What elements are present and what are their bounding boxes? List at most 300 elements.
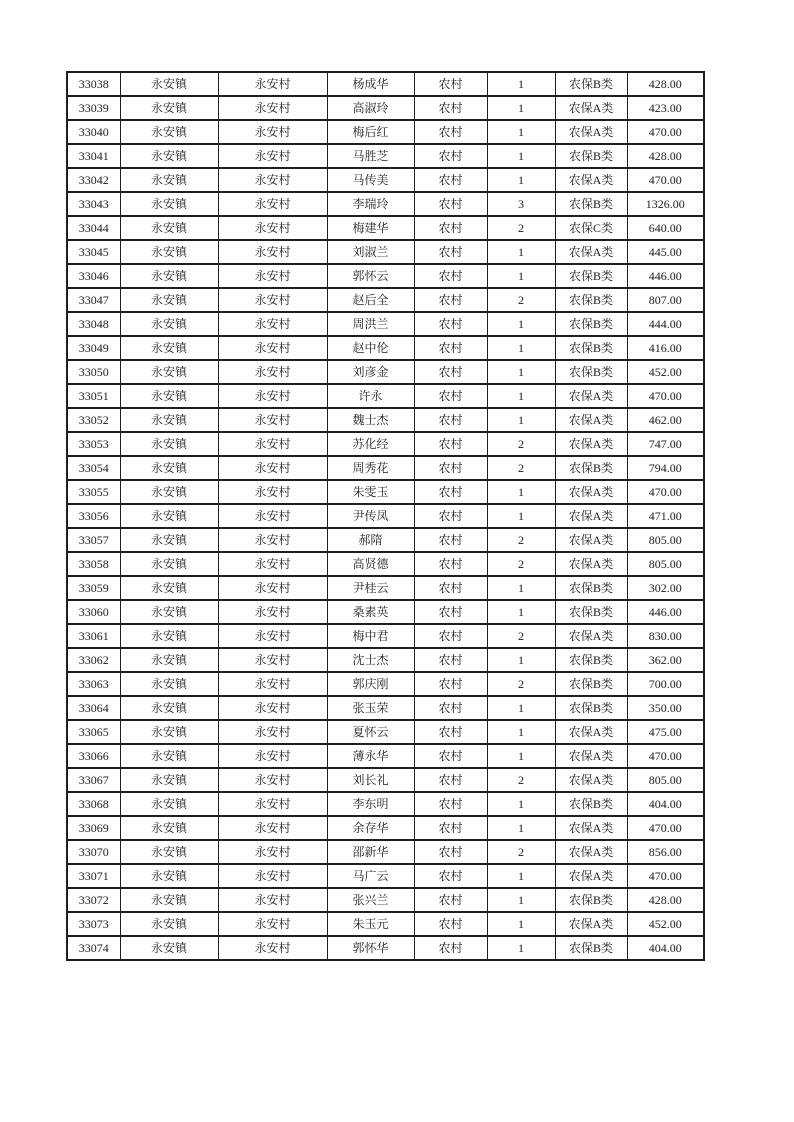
cell-category: 农村 [414,936,487,960]
table-row [67,600,704,624]
cell-person-count: 1 [487,360,555,384]
cell-town: 永安镇 [120,792,218,816]
table-row [67,168,704,192]
cell-person-name: 赵中伦 [327,336,414,360]
cell-village: 永安村 [218,744,327,768]
cell-village: 永安村 [218,240,327,264]
cell-town: 永安镇 [120,936,218,960]
cell-category: 农村 [414,672,487,696]
cell-amount: 428.00 [627,144,704,168]
cell-insurance-type: 农保B类 [555,792,627,816]
cell-town: 永安镇 [120,816,218,840]
cell-person-count: 1 [487,240,555,264]
cell-person-count: 2 [487,768,555,792]
cell-serial-number: 33069 [67,816,120,840]
cell-person-count: 1 [487,792,555,816]
cell-person-count: 1 [487,936,555,960]
cell-serial-number: 33047 [67,288,120,312]
cell-town: 永安镇 [120,504,218,528]
table-row [67,216,704,240]
cell-serial-number: 33054 [67,456,120,480]
cell-category: 农村 [414,528,487,552]
cell-town: 永安镇 [120,456,218,480]
cell-category: 农村 [414,864,487,888]
cell-serial-number: 33060 [67,600,120,624]
cell-town: 永安镇 [120,552,218,576]
cell-village: 永安村 [218,504,327,528]
cell-insurance-type: 农保A类 [555,816,627,840]
cell-serial-number: 33074 [67,936,120,960]
table-row [67,96,704,120]
cell-serial-number: 33066 [67,744,120,768]
cell-serial-number: 33065 [67,720,120,744]
cell-amount: 805.00 [627,528,704,552]
cell-village: 永安村 [218,864,327,888]
cell-category: 农村 [414,744,487,768]
cell-insurance-type: 农保B类 [555,72,627,96]
cell-person-count: 1 [487,96,555,120]
cell-insurance-type: 农保C类 [555,216,627,240]
cell-insurance-type: 农保B类 [555,456,627,480]
cell-category: 农村 [414,816,487,840]
cell-village: 永安村 [218,624,327,648]
cell-person-count: 1 [487,888,555,912]
cell-person-count: 1 [487,816,555,840]
cell-person-name: 余存华 [327,816,414,840]
cell-insurance-type: 农保B类 [555,192,627,216]
cell-amount: 805.00 [627,768,704,792]
cell-amount: 452.00 [627,912,704,936]
cell-insurance-type: 农保B类 [555,648,627,672]
cell-town: 永安镇 [120,408,218,432]
cell-person-name: 梅建华 [327,216,414,240]
cell-person-count: 1 [487,336,555,360]
table-row [67,528,704,552]
cell-person-name: 高贤德 [327,552,414,576]
cell-insurance-type: 农保A类 [555,408,627,432]
cell-person-count: 1 [487,312,555,336]
cell-serial-number: 33058 [67,552,120,576]
cell-insurance-type: 农保A类 [555,768,627,792]
cell-village: 永安村 [218,456,327,480]
cell-serial-number: 33055 [67,480,120,504]
cell-serial-number: 33057 [67,528,120,552]
cell-serial-number: 33048 [67,312,120,336]
cell-amount: 302.00 [627,576,704,600]
cell-person-name: 郭庆刚 [327,672,414,696]
cell-person-name: 夏怀云 [327,720,414,744]
cell-serial-number: 33044 [67,216,120,240]
cell-town: 永安镇 [120,672,218,696]
cell-village: 永安村 [218,600,327,624]
cell-town: 永安镇 [120,192,218,216]
cell-insurance-type: 农保A类 [555,720,627,744]
cell-insurance-type: 农保A类 [555,120,627,144]
cell-category: 农村 [414,72,487,96]
cell-amount: 462.00 [627,408,704,432]
cell-serial-number: 33043 [67,192,120,216]
cell-person-count: 1 [487,264,555,288]
cell-village: 永安村 [218,552,327,576]
cell-village: 永安村 [218,648,327,672]
cell-category: 农村 [414,888,487,912]
cell-town: 永安镇 [120,600,218,624]
cell-serial-number: 33068 [67,792,120,816]
table-row [67,288,704,312]
cell-person-count: 2 [487,840,555,864]
cell-category: 农村 [414,480,487,504]
cell-person-count: 1 [487,480,555,504]
cell-person-count: 1 [487,696,555,720]
cell-town: 永安镇 [120,264,218,288]
cell-person-name: 李东明 [327,792,414,816]
cell-insurance-type: 农保A类 [555,864,627,888]
cell-amount: 445.00 [627,240,704,264]
cell-category: 农村 [414,456,487,480]
cell-person-count: 1 [487,864,555,888]
cell-insurance-type: 农保A类 [555,552,627,576]
cell-category: 农村 [414,768,487,792]
cell-serial-number: 33046 [67,264,120,288]
cell-town: 永安镇 [120,384,218,408]
cell-serial-number: 33051 [67,384,120,408]
cell-serial-number: 33062 [67,648,120,672]
cell-amount: 807.00 [627,288,704,312]
cell-person-name: 郝隋 [327,528,414,552]
cell-serial-number: 33072 [67,888,120,912]
table-row [67,552,704,576]
cell-person-name: 刘彦金 [327,360,414,384]
cell-insurance-type: 农保A类 [555,432,627,456]
cell-town: 永安镇 [120,912,218,936]
cell-person-name: 郭怀华 [327,936,414,960]
cell-town: 永安镇 [120,96,218,120]
cell-insurance-type: 农保B类 [555,888,627,912]
cell-person-name: 郭怀云 [327,264,414,288]
cell-village: 永安村 [218,96,327,120]
cell-village: 永安村 [218,312,327,336]
cell-person-count: 2 [487,456,555,480]
cell-town: 永安镇 [120,168,218,192]
cell-person-name: 杨成华 [327,72,414,96]
table-row [67,888,704,912]
cell-town: 永安镇 [120,240,218,264]
cell-person-name: 刘淑兰 [327,240,414,264]
cell-category: 农村 [414,360,487,384]
cell-category: 农村 [414,624,487,648]
cell-serial-number: 33073 [67,912,120,936]
cell-amount: 470.00 [627,168,704,192]
cell-person-name: 邵新华 [327,840,414,864]
cell-person-name: 朱玉元 [327,912,414,936]
cell-serial-number: 33064 [67,696,120,720]
cell-amount: 423.00 [627,96,704,120]
cell-town: 永安镇 [120,648,218,672]
cell-person-name: 张兴兰 [327,888,414,912]
cell-village: 永安村 [218,384,327,408]
cell-insurance-type: 农保A类 [555,528,627,552]
cell-person-count: 1 [487,912,555,936]
cell-village: 永安村 [218,216,327,240]
cell-town: 永安镇 [120,312,218,336]
cell-amount: 794.00 [627,456,704,480]
cell-person-name: 尹传凤 [327,504,414,528]
cell-village: 永安村 [218,288,327,312]
cell-amount: 362.00 [627,648,704,672]
cell-amount: 470.00 [627,816,704,840]
cell-insurance-type: 农保A类 [555,504,627,528]
cell-insurance-type: 农保A类 [555,480,627,504]
cell-town: 永安镇 [120,888,218,912]
cell-person-count: 1 [487,72,555,96]
table-row [67,336,704,360]
cell-village: 永安村 [218,840,327,864]
table-body [67,72,704,960]
cell-insurance-type: 农保B类 [555,576,627,600]
cell-person-count: 1 [487,648,555,672]
cell-category: 农村 [414,384,487,408]
cell-person-name: 梅中君 [327,624,414,648]
insurance-payment-table [66,71,705,961]
cell-person-count: 2 [487,624,555,648]
cell-town: 永安镇 [120,216,218,240]
cell-serial-number: 33071 [67,864,120,888]
cell-amount: 350.00 [627,696,704,720]
table-row [67,648,704,672]
cell-insurance-type: 农保B类 [555,600,627,624]
cell-amount: 640.00 [627,216,704,240]
cell-category: 农村 [414,696,487,720]
cell-serial-number: 33050 [67,360,120,384]
cell-insurance-type: 农保B类 [555,336,627,360]
cell-person-count: 1 [487,120,555,144]
cell-category: 农村 [414,912,487,936]
cell-category: 农村 [414,96,487,120]
cell-town: 永安镇 [120,744,218,768]
table-row [67,504,704,528]
cell-amount: 404.00 [627,936,704,960]
cell-amount: 471.00 [627,504,704,528]
table-row [67,240,704,264]
cell-person-name: 周秀花 [327,456,414,480]
cell-village: 永安村 [218,192,327,216]
cell-town: 永安镇 [120,864,218,888]
cell-amount: 404.00 [627,792,704,816]
cell-town: 永安镇 [120,528,218,552]
cell-person-count: 2 [487,552,555,576]
cell-insurance-type: 农保B类 [555,144,627,168]
table-row [67,768,704,792]
cell-category: 农村 [414,576,487,600]
cell-category: 农村 [414,792,487,816]
cell-category: 农村 [414,216,487,240]
cell-amount: 470.00 [627,864,704,888]
table-row [67,432,704,456]
cell-person-name: 赵后全 [327,288,414,312]
cell-amount: 428.00 [627,72,704,96]
cell-serial-number: 33040 [67,120,120,144]
table-row [67,360,704,384]
cell-category: 农村 [414,168,487,192]
cell-village: 永安村 [218,792,327,816]
cell-category: 农村 [414,120,487,144]
cell-town: 永安镇 [120,576,218,600]
table-row [67,696,704,720]
cell-insurance-type: 农保B类 [555,672,627,696]
cell-person-count: 1 [487,600,555,624]
cell-insurance-type: 农保A类 [555,384,627,408]
cell-person-name: 薄永华 [327,744,414,768]
cell-category: 农村 [414,432,487,456]
cell-person-count: 1 [487,504,555,528]
cell-insurance-type: 农保B类 [555,264,627,288]
cell-village: 永安村 [218,816,327,840]
cell-serial-number: 33067 [67,768,120,792]
cell-person-name: 苏化经 [327,432,414,456]
cell-amount: 830.00 [627,624,704,648]
cell-person-name: 朱雯玉 [327,480,414,504]
cell-village: 永安村 [218,72,327,96]
cell-person-name: 周洪兰 [327,312,414,336]
cell-town: 永安镇 [120,624,218,648]
cell-village: 永安村 [218,168,327,192]
cell-category: 农村 [414,288,487,312]
cell-village: 永安村 [218,360,327,384]
cell-category: 农村 [414,552,487,576]
cell-insurance-type: 农保B类 [555,288,627,312]
table-row [67,624,704,648]
cell-category: 农村 [414,648,487,672]
cell-serial-number: 33056 [67,504,120,528]
cell-town: 永安镇 [120,144,218,168]
cell-serial-number: 33052 [67,408,120,432]
cell-category: 农村 [414,840,487,864]
cell-category: 农村 [414,408,487,432]
table-row [67,312,704,336]
table-row [67,672,704,696]
table-row [67,384,704,408]
cell-category: 农村 [414,192,487,216]
cell-insurance-type: 农保A类 [555,744,627,768]
table-row [67,120,704,144]
cell-amount: 805.00 [627,552,704,576]
cell-person-name: 李瑞玲 [327,192,414,216]
cell-insurance-type: 农保B类 [555,360,627,384]
cell-person-count: 1 [487,408,555,432]
cell-insurance-type: 农保A类 [555,168,627,192]
cell-category: 农村 [414,264,487,288]
cell-village: 永安村 [218,480,327,504]
cell-amount: 747.00 [627,432,704,456]
cell-category: 农村 [414,600,487,624]
cell-person-name: 桑素英 [327,600,414,624]
cell-serial-number: 33041 [67,144,120,168]
cell-amount: 470.00 [627,480,704,504]
cell-serial-number: 33049 [67,336,120,360]
cell-amount: 470.00 [627,120,704,144]
cell-amount: 416.00 [627,336,704,360]
cell-serial-number: 33042 [67,168,120,192]
table-row [67,456,704,480]
cell-person-count: 1 [487,744,555,768]
table-row [67,720,704,744]
cell-town: 永安镇 [120,480,218,504]
cell-insurance-type: 农保A类 [555,912,627,936]
cell-serial-number: 33053 [67,432,120,456]
cell-amount: 700.00 [627,672,704,696]
table-row [67,792,704,816]
cell-village: 永安村 [218,336,327,360]
cell-person-count: 2 [487,528,555,552]
cell-amount: 856.00 [627,840,704,864]
cell-person-name: 梅后红 [327,120,414,144]
cell-village: 永安村 [218,576,327,600]
cell-person-name: 尹桂云 [327,576,414,600]
cell-insurance-type: 农保A类 [555,240,627,264]
cell-village: 永安村 [218,696,327,720]
cell-person-count: 1 [487,384,555,408]
cell-amount: 452.00 [627,360,704,384]
cell-person-name: 高淑玲 [327,96,414,120]
cell-serial-number: 33061 [67,624,120,648]
cell-serial-number: 33039 [67,96,120,120]
cell-person-count: 1 [487,168,555,192]
cell-person-count: 2 [487,432,555,456]
cell-person-count: 2 [487,216,555,240]
cell-person-name: 沈士杰 [327,648,414,672]
cell-town: 永安镇 [120,432,218,456]
cell-village: 永安村 [218,888,327,912]
cell-amount: 475.00 [627,720,704,744]
cell-village: 永安村 [218,936,327,960]
cell-insurance-type: 农保B类 [555,312,627,336]
cell-village: 永安村 [218,144,327,168]
cell-person-name: 马传美 [327,168,414,192]
cell-insurance-type: 农保A类 [555,96,627,120]
cell-person-name: 刘长礼 [327,768,414,792]
table-row [67,576,704,600]
cell-village: 永安村 [218,408,327,432]
cell-amount: 428.00 [627,888,704,912]
table-row [67,408,704,432]
cell-serial-number: 33063 [67,672,120,696]
cell-category: 农村 [414,240,487,264]
cell-category: 农村 [414,504,487,528]
cell-person-name: 马胜芝 [327,144,414,168]
cell-amount: 1326.00 [627,192,704,216]
cell-person-name: 魏士杰 [327,408,414,432]
table-row [67,936,704,960]
cell-serial-number: 33059 [67,576,120,600]
table-row [67,264,704,288]
cell-village: 永安村 [218,912,327,936]
cell-category: 农村 [414,336,487,360]
cell-person-count: 2 [487,672,555,696]
cell-village: 永安村 [218,672,327,696]
cell-insurance-type: 农保A类 [555,840,627,864]
cell-town: 永安镇 [120,72,218,96]
cell-village: 永安村 [218,264,327,288]
cell-person-name: 许永 [327,384,414,408]
cell-person-count: 1 [487,576,555,600]
cell-serial-number: 33038 [67,72,120,96]
table-row [67,840,704,864]
cell-town: 永安镇 [120,288,218,312]
cell-village: 永安村 [218,528,327,552]
cell-amount: 444.00 [627,312,704,336]
cell-town: 永安镇 [120,768,218,792]
cell-person-count: 2 [487,288,555,312]
